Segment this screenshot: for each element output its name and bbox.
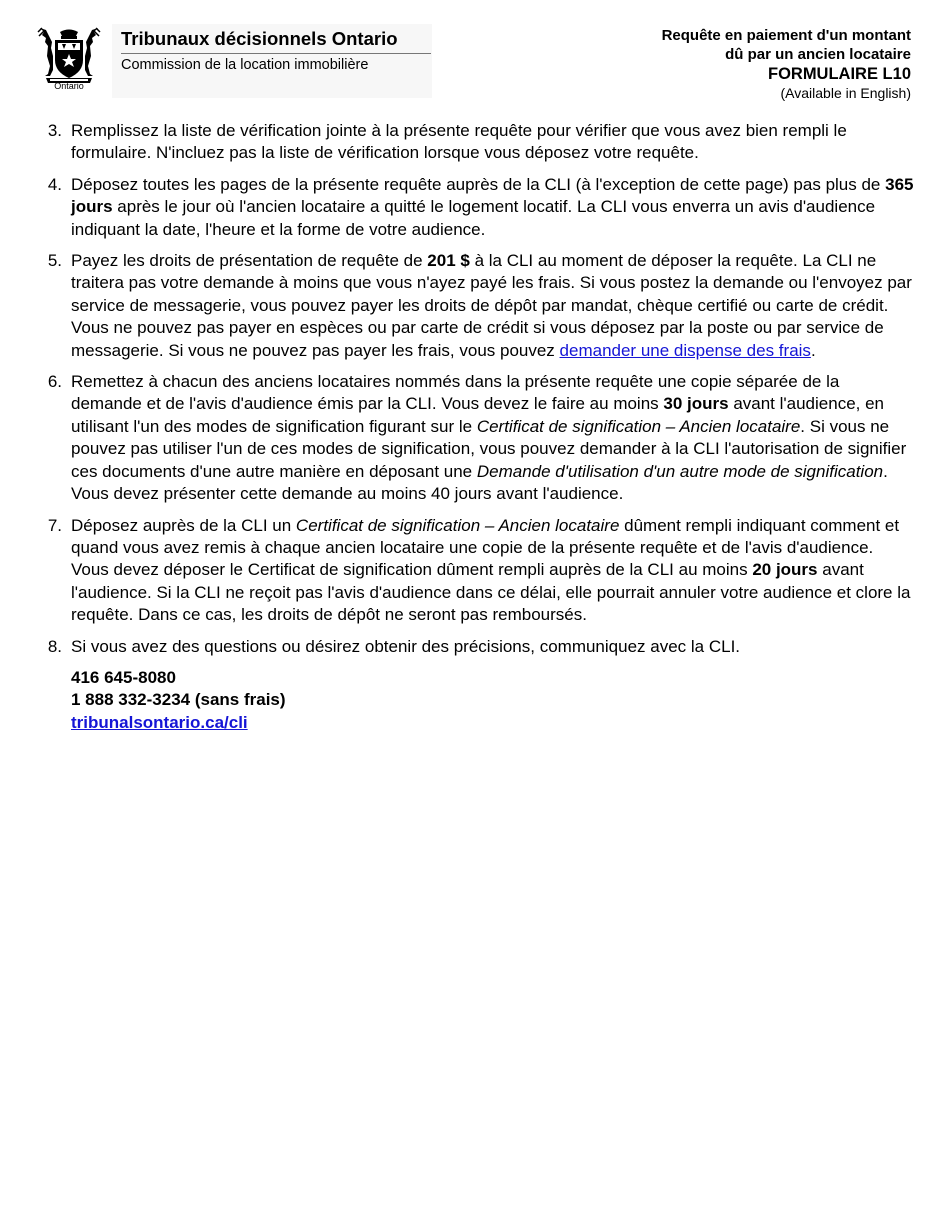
item-number: 4. <box>47 174 62 194</box>
filing-fee-amount: 201 $ <box>427 251 470 271</box>
item-text: Si vous avez des questions ou désirez obtenir des précisions, communiquez avec la CLI. <box>71 636 741 656</box>
page-header <box>0 0 950 100</box>
form-title-line-1: Requête en paiement d'un montant <box>661 27 911 44</box>
list-item <box>38 250 914 362</box>
form-number: FORMULAIRE L10 <box>767 65 911 83</box>
item-number: 5. <box>47 251 62 271</box>
toll-free-number: 1 888 332-3234 (sans frais) <box>71 690 286 710</box>
item-number: 7. <box>47 515 62 535</box>
deadline-365-days: 365 jours <box>71 174 914 217</box>
list-item <box>38 371 914 505</box>
organization-name: Tribunaux décisionnels Ontario <box>121 28 398 49</box>
logo-caption: Ontario <box>54 81 84 91</box>
alternative-service-request-title: Demande d'utilisation d'un autre mode de signification <box>476 461 884 481</box>
list-item <box>38 515 914 627</box>
item-number: 6. <box>47 372 62 392</box>
item-number: 8. <box>47 636 62 656</box>
instructions-list <box>38 120 914 734</box>
certificate-of-service-title: Certificat de signification – Ancien locataire <box>476 416 801 436</box>
organization-banner <box>112 24 432 98</box>
item-text: Remettez à chacun des anciens locataires nommés dans la présente requête une copie séparée de la demande et de l'avis d'audience émis par la CLI. Vous devez le faire au moins 30 jours avant l'audience, en utilisant l'un des modes de signification figurant sur le Certificat de signification – Ancien locataire. Si vous ne pouvez pas utiliser l'un de ces modes de signification, vous pouvez demander à la CLI l'autorisation de signifier ces documents d'une autre manière en déposant une Demande d'utilisation d'un autre mode de signification. Vous devez présenter cette demande au moins 40 jours avant l'audience. <box>71 372 907 504</box>
deadline-20-days: 20 jours <box>752 560 818 580</box>
website-link[interactable]: tribunalsontario.ca/cli <box>71 712 248 732</box>
item-text: Déposez auprès de la CLI un Certificat de signification – Ancien locataire dûment rempli indiquant comment et quand vous avez remis à chaque ancien locataire une copie de la présente requête et de l'avis d'audience. Vous devez déposer le Certificat de signification dûment rempli auprès de la CLI au moins 20 jours avant l'audience. Si la CLI ne reçoit pas l'avis d'audience dans ce délai, elle pourrait annuler votre audience et clore la requête. Dans ce cas, les droits de dépôt ne seront pas remboursés. <box>71 515 911 625</box>
phone-number: 416 645-8080 <box>71 667 176 687</box>
item-text: Payez les droits de présentation de requête de 201 $ à la CLI au moment de déposer la requête. La CLI ne traitera pas votre demande à moins que vous n'ayez payé les frais. Si vous postez la demande ou l'envoyez par service de messagerie, vous pouvez payer les droits de dépôt par mandat, chèque certifié ou carte de crédit. Vous ne pouvez pas payer en espèces ou par carte de crédit si vous déposez par la poste ou par service de messagerie. Si vous ne pouvez pas payer les frais, vous pouvez demander une dispense des frais. <box>71 251 912 360</box>
contact-info <box>38 667 914 734</box>
item-number: 3. <box>47 121 62 140</box>
english-availability-note: (Available in English) <box>780 85 911 101</box>
form-title-line-2: dû par un ancien locataire <box>725 46 911 63</box>
certificate-of-service-title: Certificat de signification – Ancien locataire <box>295 515 620 535</box>
organization-divider <box>121 53 431 54</box>
form-title-block <box>662 26 911 102</box>
item-text: Déposez toutes les pages de la présente requête auprès de la CLI (à l'exception de cette page) pas plus de 365 jours après le jour où l'ancien locataire a quitté le logement locatif. La CLI vous enverra un avis d'audience indiquant la date, l'heure et la forme de votre audience. <box>71 174 914 239</box>
list-item <box>38 174 914 241</box>
organization-subtitle: Commission de la location immobilière <box>121 57 369 73</box>
deadline-30-days: 30 jours <box>663 394 729 414</box>
list-item <box>38 636 914 658</box>
item-text: Remplissez la liste de vérification jointe à la présente requête pour vérifier que vous avez bien rempli le formulaire. N'incluez pas la liste de vérification lorsque vous déposez votre requête. <box>71 121 847 163</box>
fee-waiver-link[interactable]: demander une dispense des frais <box>559 340 811 360</box>
list-item <box>38 120 914 165</box>
